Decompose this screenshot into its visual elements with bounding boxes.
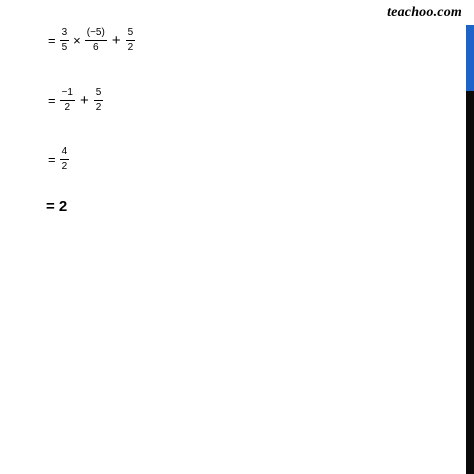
numerator: (−5) [86, 27, 105, 38]
denominator: 2 [61, 161, 68, 172]
numerator: 5 [127, 27, 134, 38]
numerator: 4 [61, 146, 68, 157]
equals-sign: = [48, 33, 56, 48]
multiply-sign: × [73, 33, 81, 48]
teachoo-watermark: teachoo.com [387, 5, 462, 20]
denominator: 5 [61, 42, 68, 53]
numerator: −1 [61, 87, 73, 98]
numerator: 5 [95, 87, 102, 98]
right-scroll-bar[interactable] [466, 25, 474, 474]
step-line-1 [46, 28, 137, 53]
fraction [94, 88, 104, 113]
fraction [126, 28, 136, 53]
denominator: 6 [93, 42, 99, 53]
step-line-2 [46, 88, 105, 113]
equals-sign: = [48, 152, 56, 167]
final-answer: = 2 [46, 198, 68, 215]
denominator: 2 [64, 102, 71, 113]
fraction [60, 28, 70, 53]
denominator: 2 [127, 42, 134, 53]
fraction [85, 28, 107, 53]
fraction [60, 147, 70, 172]
scroll-thumb[interactable] [466, 25, 474, 91]
fraction [60, 88, 75, 113]
step-line-3 [46, 147, 71, 172]
numerator: 3 [61, 27, 68, 38]
equals-sign: = [48, 93, 56, 108]
denominator: 2 [95, 102, 102, 113]
plus-sign: + [80, 92, 89, 109]
plus-sign: + [111, 32, 121, 49]
